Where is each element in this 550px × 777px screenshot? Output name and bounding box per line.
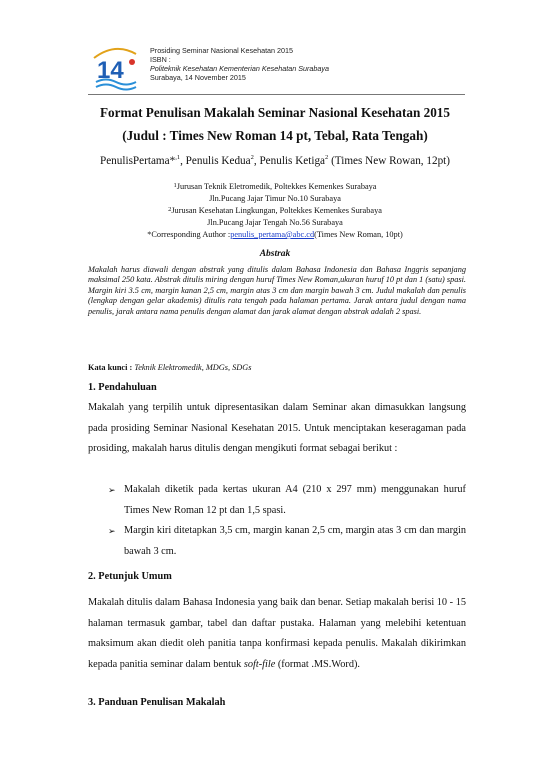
section-2-heading: 2. Petunjuk Umum [88, 571, 172, 582]
author-line: PenulisPertama*$^{,1}$, Penulis Kedua$^2$, Penulis Ketiga$^2$ (Times New Rowan, 12pt) [99, 154, 450, 167]
soft-file-term: soft-file [243, 658, 276, 670]
corresponding-email-link[interactable]: penulis_pertama@abc.cd [230, 230, 315, 239]
keywords [88, 363, 251, 372]
author-3: , Penulis Ketiga [253, 155, 326, 167]
section-1-paragraph: Makalah yang terpilih untuk dipresentasikan dalam Seminar akan dimasukkan langsung pada prosiding Seminar Nasional Kesehatan 2015. Untuk menciptakan keseragaman pada prosiding, makalah harus ditulis dengan mengikuti format sebagai berikut : [88, 402, 466, 455]
paper-subtitle: (Judul : Times New Roman 14 pt, Tebal, Rata Tengah) [122, 128, 428, 143]
keywords-text: Teknik Elektromedik, MDGs, SDGs [132, 363, 252, 372]
bullet-arrow-icon: ➢ [108, 526, 116, 536]
bullet-2-text: Margin kiri ditetapkan 3,5 cm, margin kanan 2,5 cm, margin atas 3 cm dan margin bawah 3 cm. [124, 525, 466, 557]
logo-number: 14 [97, 57, 124, 84]
abstract-heading: Abstrak [259, 249, 291, 259]
paper-title: Format Penulisan Makalah Seminar Nasional Kesehatan 2015 [100, 105, 450, 120]
abstract-body: Makalah harus diawali dengan abstrak yang ditulis dalam Bahasa Indonesia dan Bahasa Inggris sepanjang maksimal 250 kata. Abstrak ditulis miring dengan huruf Times New Roman,ukuran huruf 10 pt dan 1 (satu) spasi. Margin kiri 3.5 cm, margin kanan 2,5 cm, margin atas 3 cm dan margin bawah 3 cm. Judul makalah dan penulis (lengkap dengan gelar akademis) ditulis rata tengah pada halaman pertama. Jarak antara judul dengan nama penulis, jarak antara nama penulis dengan alamat dan jarak alamat dengan abstrak adalah 2 spasi. [88, 265, 466, 316]
bullet-arrow-icon: ➢ [108, 485, 116, 495]
bullet-1-text: Makalah diketik pada kertas ukuran A4 (210 x 297 mm) menggunakan huruf Times New Roman 12 pt dan 1,5 spasi. [124, 484, 466, 516]
corresponding-author: *Corresponding Author :penulis_pertama@abc.cd(Times New Roman, 10pt) [147, 230, 403, 239]
list-item [108, 521, 466, 562]
header-line-2: ISBN : [150, 55, 171, 64]
affiliation-1: $^1$Jurusan Teknik Eletromedik, Poltekkes Kemenkes Surabaya [173, 182, 377, 191]
affiliation-2: $^2$Jurusan Kesehatan Lingkungan, Poltekkes Kemenkes Surabaya [168, 206, 382, 215]
proceedings-header [150, 46, 329, 82]
author-2: , Penulis Kedua [180, 155, 251, 167]
author-1: PenulisPertama* [99, 155, 176, 167]
list-item [108, 480, 466, 521]
header-divider [88, 94, 465, 95]
header-line-3: Politeknik Kesehatan Kementerian Kesehatan Surabaya [150, 64, 330, 73]
address-2: Jln.Pucang Jajar Tengah No.56 Surabaya [207, 218, 343, 227]
section-3-heading: 3. Panduan Penulisan Makalah [88, 697, 226, 708]
section-2-paragraph: Makalah ditulis dalam Bahasa Indonesia yang baik dan benar. Setiap makalah berisi 10 - 15 halaman termasuk gambar, tabel dan daftar pustaka. Halaman yang melebihi ketentuan maksimum akan diedit oleh panitia tanpa konfirmasi kepada penulis. Makalah dikirimkan kepada panitia seminar dalam bentuk soft-file (format .MS.Word). [88, 597, 466, 670]
keywords-label: Kata kunci : [88, 363, 133, 372]
author-note: (Times New Rowan, 12pt) [328, 155, 450, 167]
address-1: Jln.Pucang Jajar Timur No.10 Surabaya [209, 194, 341, 203]
section-1-heading: 1. Pendahuluan [88, 382, 157, 393]
header-line-4: Surabaya, 14 November 2015 [150, 73, 246, 82]
header-line-1: Prosiding Seminar Nasional Kesehatan 2015 [150, 46, 294, 55]
seminar-logo [88, 44, 142, 92]
